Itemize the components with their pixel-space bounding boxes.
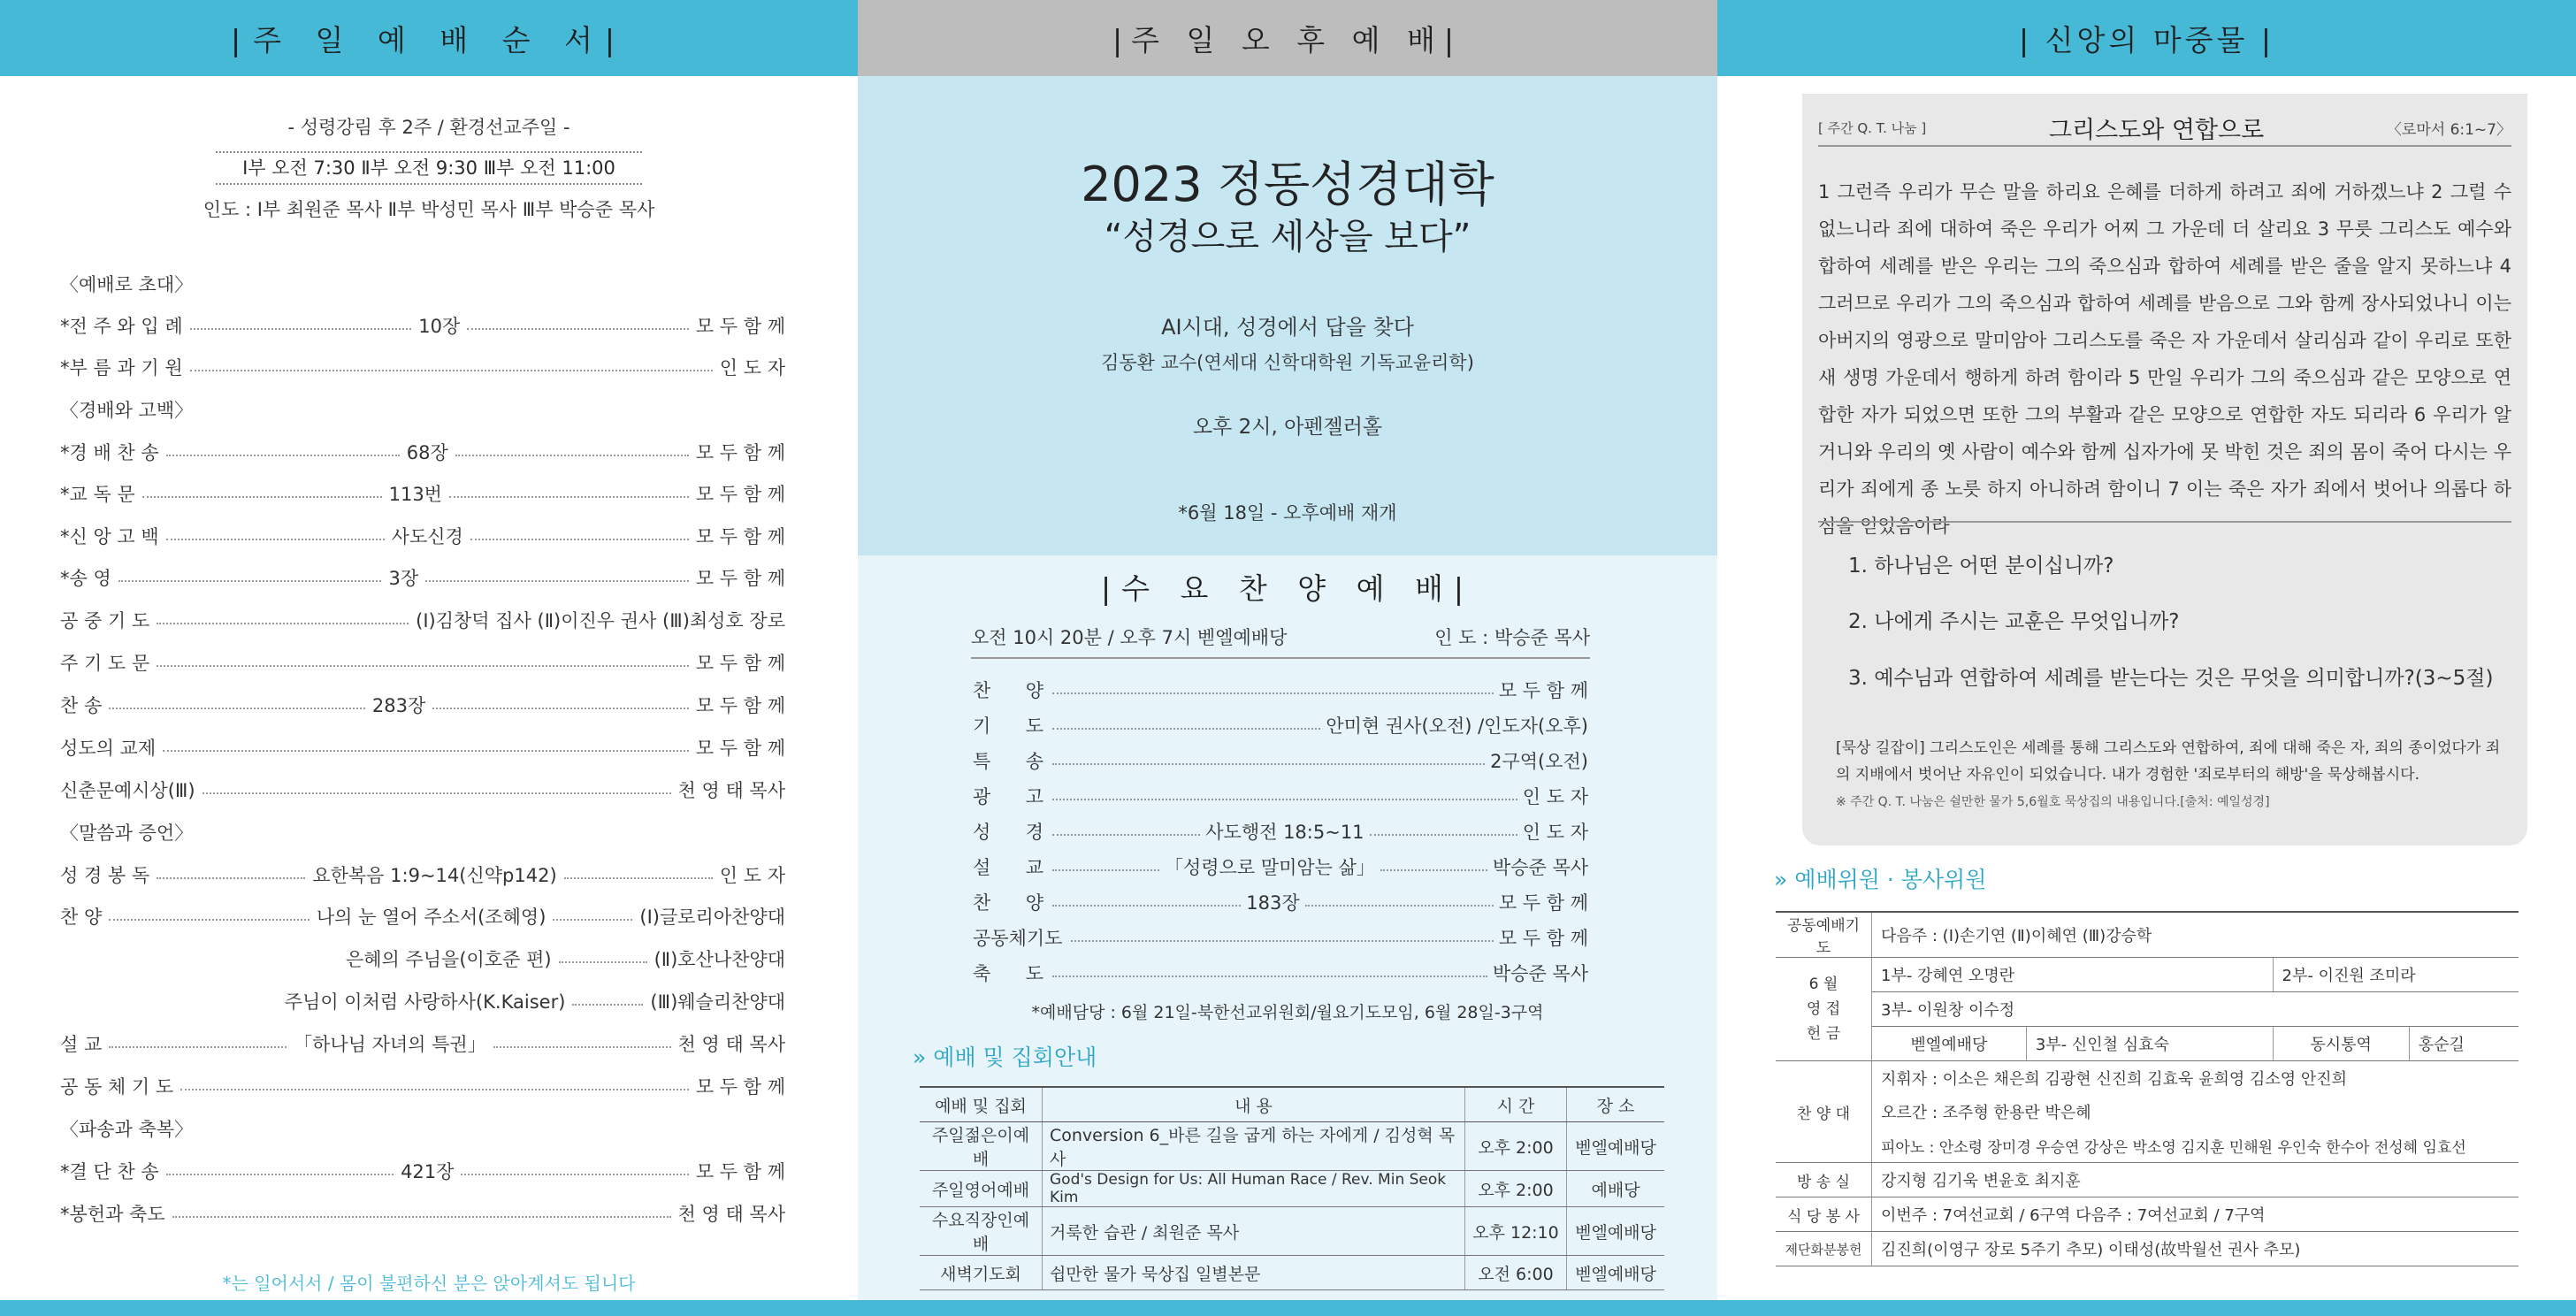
standing-note: *는 일어서서 / 몸이 불편하신 분은 앉아계셔도 됩니다: [222, 1273, 636, 1294]
order-row: *부 름 과 기 원 인 도 자: [60, 357, 785, 379]
wed-row: 광 고 인 도 자: [973, 786, 1588, 807]
order-row: *교 독 문 113번 모 두 함 께: [60, 484, 786, 505]
qt-title: 그리스도와 연합으로: [2048, 116, 2265, 144]
table-row: 수요직장인예배 거룩한 습관 / 최원준 목사 오후 12:10 벧엘예배당: [920, 1207, 1664, 1256]
qt-header: [1818, 110, 2511, 147]
committee-title: » 예배위원 · 봉사위원: [1774, 867, 1987, 892]
panel-header: |주 일 오 후 예 배|: [858, 0, 1717, 76]
table-row: 공동예배기도 다음주 : (Ⅰ)손기연 (Ⅱ)이혜연 (Ⅲ)강승학: [1776, 912, 2519, 958]
wed-row: 설 교 「성령으로 말미암는 삶」 박승준 목사: [973, 857, 1589, 878]
order-of-worship-panel: [0, 0, 858, 1300]
event-speaker: 김동환 교수(연세대 신학대학원 기독교윤리학): [1101, 352, 1474, 373]
question: 2. 나에게 주시는 교훈은 무엇입니까?: [1848, 610, 2180, 633]
table-row: 식 당 봉 사 이번주 : 7여선교회 / 6구역 다음주 : 7여선교회 / 7구역: [1776, 1197, 2519, 1232]
qt-box: [1802, 94, 2527, 845]
order-row: *송 영 3장 모 두 함 께: [60, 568, 786, 589]
table-row: 찬 양 대 지휘자 : 이소은 채은희 김광현 신진희 김효욱 윤희영 김소영 안진희: [1776, 1061, 2519, 1096]
wednesday-time: 오전 10시 20분 / 오후 7시 벧엘예배당: [971, 627, 1288, 648]
panel-header: |주 일 예 배 순 서|: [0, 0, 858, 76]
order-row: 공 동 체 기 도 모 두 함 께: [60, 1076, 785, 1098]
wed-row: 찬 양 모 두 함 께: [973, 680, 1588, 701]
order-row: *경 배 찬 송 68장 모 두 함 께: [60, 442, 786, 463]
event-title: 2023 정동성경대학: [1081, 157, 1494, 212]
wednesday-header: |수 요 찬 양 예 배|: [1101, 571, 1474, 606]
service-times: Ⅰ부 오전 7:30 Ⅱ부 오전 9:30 Ⅲ부 오전 11:00: [216, 151, 642, 185]
table-row: 주일영어예배 God's Design for Us: All Human Race / Rev. Min Seok Kim 오후 2:00 예배당: [920, 1171, 1664, 1207]
table-row: 피아노 : 안소령 장미경 우승연 강상은 박소영 김지훈 민해원 우인숙 한수아 전성혜 임효선: [1776, 1129, 2519, 1163]
qt-tag: [ 주간 Q. T. 나눔 ]: [1818, 119, 1927, 136]
qt-reference: 〈로마서 6:1~7〉: [2386, 120, 2511, 139]
table-header: 예배 및 집회: [920, 1087, 1043, 1122]
order-row: *전 주 와 입 례 10장 모 두 함 께: [60, 316, 786, 337]
guide-table: [920, 1086, 1664, 1290]
wednesday-note: *예배담당 : 6월 21일-북한선교위원회/월요기도모임, 6월 28일-3구역: [1031, 1003, 1544, 1022]
table-row: 새벽기도회 쉽만한 물가 묵상집 일별본문 오전 6:00 벧엘예배당: [920, 1256, 1664, 1290]
wed-row: 기 도 안미현 권사(오전) /인도자(오후): [973, 715, 1588, 737]
table-row: 벧엘예배당 3부- 신인철 심효숙 동시통역 홍순길: [1776, 1027, 2519, 1061]
event-topic: AI시대, 성경에서 답을 찾다: [1161, 315, 1414, 340]
double-chevron-icon: »: [913, 1044, 927, 1070]
wednesday-meta: [971, 624, 1590, 659]
afternoon-worship-panel: [858, 0, 1717, 1300]
faith-panel: [1717, 0, 2576, 1300]
scripture-text: 1 그런즉 우리가 무슨 말을 하리요 은혜를 더하게 하려고 죄에 거하겠느냐 2 그럴 수 없느니라 죄에 대하여 죽은 우리가 어찌 그 가운데 더 살리요 3 무릇 그리스도 예수와 합하여 세례를 받은 우리는 그의 죽으심과 합하여 세례를 받은 줄을 알지 못하느냐 4 그러므로 우리가 그의 죽으심과 합하여 세례를 받음으로 그와 함께 장사되었나니 이는 아버지의 영광으로 말미암아 그리스도를 죽은 자 가운데서 살리심과 같이 우리로 또한 새 생명 가운데서 행하게 하려 함이라 5 만일 우리가 그의 죽으심과 같은 모양으로 연합한 자가 되었으면 또한 그의 부활과 같은 모양으로 연합한 자도 되리라 6 우리가 알거니와 우리의 옛 사람이 예수와 함께 십자가에 못 박힌 것은 죄의 몸이 죽어 다시는 우리가 죄에게 종 노릇 하지 아니하려 함이니 7 이는 죽은 자가 죄에서 벗어나 의롭다 하심을 얻었음이라: [1818, 181, 2511, 537]
order-row: 주 기 도 문 모 두 함 께: [60, 653, 785, 674]
order-row: 찬 송 283장 모 두 함 께: [60, 695, 786, 716]
bottom-bar: [0, 1300, 2576, 1316]
wednesday-leader: 인 도 : 박승준 목사: [1434, 627, 1590, 648]
table-row: 방 송 실 강지형 김기욱 변윤호 최지훈: [1776, 1163, 2519, 1197]
section-heading: 〈말씀과 증언〉: [60, 822, 194, 844]
leaders-text: 인도 : Ⅰ부 최원준 목사 Ⅱ부 박성민 목사 Ⅲ부 박승준 목사: [203, 199, 655, 220]
table-header: 내 용: [1043, 1087, 1465, 1122]
table-row: 주일젊은이예배 Conversion 6_바른 길을 굽게 하는 자에게 / 김성혁 목사 오후 2:00 벧엘예배당: [920, 1122, 1664, 1171]
question: 3. 예수님과 연합하여 세례를 받는다는 것은 무엇을 의미합니까?(3~5절): [1848, 667, 2494, 690]
order-row: 주님이 이처럼 사랑하사(K.Kaiser) (Ⅲ)웨슬리찬양대: [284, 991, 785, 1013]
wed-row: 찬 양 183장 모 두 함 께: [973, 892, 1589, 914]
divider: [1818, 521, 2511, 523]
question: 1. 하나님은 어떤 분이십니까?: [1848, 555, 2114, 578]
section-heading: 〈파송과 축복〉: [60, 1119, 194, 1140]
guide-title: » 예배 및 집회안내: [913, 1044, 1097, 1070]
wed-row: 특 송 2구역(오전): [973, 751, 1588, 772]
order-row: 은혜의 주님을(이호준 편) (Ⅱ)호산나찬양대: [345, 949, 785, 970]
order-row: *결 단 찬 송 421장 모 두 함 께: [60, 1161, 785, 1182]
double-chevron-icon: »: [1774, 867, 1788, 892]
panel-header: | 신앙의 마중물 |: [1717, 0, 2576, 76]
order-row: 찬 양 나의 눈 열어 주소서(조혜영) (Ⅰ)글로리아찬양대: [60, 907, 785, 928]
event-time-place: 오후 2시, 아펜젤러홀: [1192, 416, 1383, 439]
table-header: 시 간: [1465, 1087, 1567, 1122]
order-row: 공 중 기 도 (Ⅰ)김창덕 집사 (Ⅱ)이진우 권사 (Ⅲ)최성호 장로: [60, 610, 785, 631]
wed-row: 축 도 박승준 목사: [973, 963, 1588, 984]
table-header: 장 소: [1567, 1087, 1665, 1122]
season-text: - 성령강림 후 2주 / 환경선교주일 -: [287, 117, 570, 138]
meditation-guide: [묵상 길잡이] 그리스도인은 세례를 통해 그리스도와 연합하여, 죄에 대해 죽은 자, 죄의 종이었다가 죄의 지배에서 벗어난 자유인이 되었습니다. 내가 경험한 '죄로부터의 해방'을 묵상해봅시다.: [1836, 739, 2501, 784]
section-heading: 〈예배로 초대〉: [60, 274, 194, 295]
order-row: 설 교 「하나님 자녀의 특권」 천 영 태 목사: [60, 1034, 786, 1055]
order-row: 성 경 봉 독 요한복음 1:9~14(신약p142) 인 도 자: [60, 865, 786, 886]
table-row: 6 월 영 접 헌 금 1부- 강혜연 오명란 2부- 이진원 조미라: [1776, 958, 2519, 992]
table-row: 오르간 : 조주형 한용란 박은혜: [1881, 1104, 2091, 1122]
order-row: 신춘문예시상(Ⅲ) 천 영 태 목사: [60, 780, 785, 801]
table-row: 제단화분봉헌 김진희(이영구 장로 5주기 추모) 이태성(故박월선 권사 추모): [1776, 1232, 2519, 1266]
wed-row: 성 경 사도행전 18:5~11 인 도 자: [973, 822, 1589, 843]
order-row: 성도의 교제 모 두 함 께: [60, 738, 785, 759]
committee-table: [1776, 911, 2519, 1266]
event-subtitle: “성경으로 세상을 보다”: [1104, 217, 1471, 257]
order-row: *신 앙 고 백 사도신경 모 두 함 께: [60, 526, 785, 547]
qt-source: ※ 주간 Q. T. 나눔은 쉴만한 물가 5,6월호 묵상집의 내용입니다.[출처: 예일성경]: [1836, 795, 2270, 809]
order-row: *봉헌과 축도 천 영 태 목사: [60, 1204, 785, 1225]
table-row: 3부- 이원창 이수정: [1776, 992, 2519, 1027]
resume-note: *6월 18일 - 오후예배 재개: [1178, 502, 1397, 524]
section-heading: 〈경배와 고백〉: [60, 400, 194, 421]
wed-row: 공동체기도 모 두 함 께: [973, 928, 1588, 949]
